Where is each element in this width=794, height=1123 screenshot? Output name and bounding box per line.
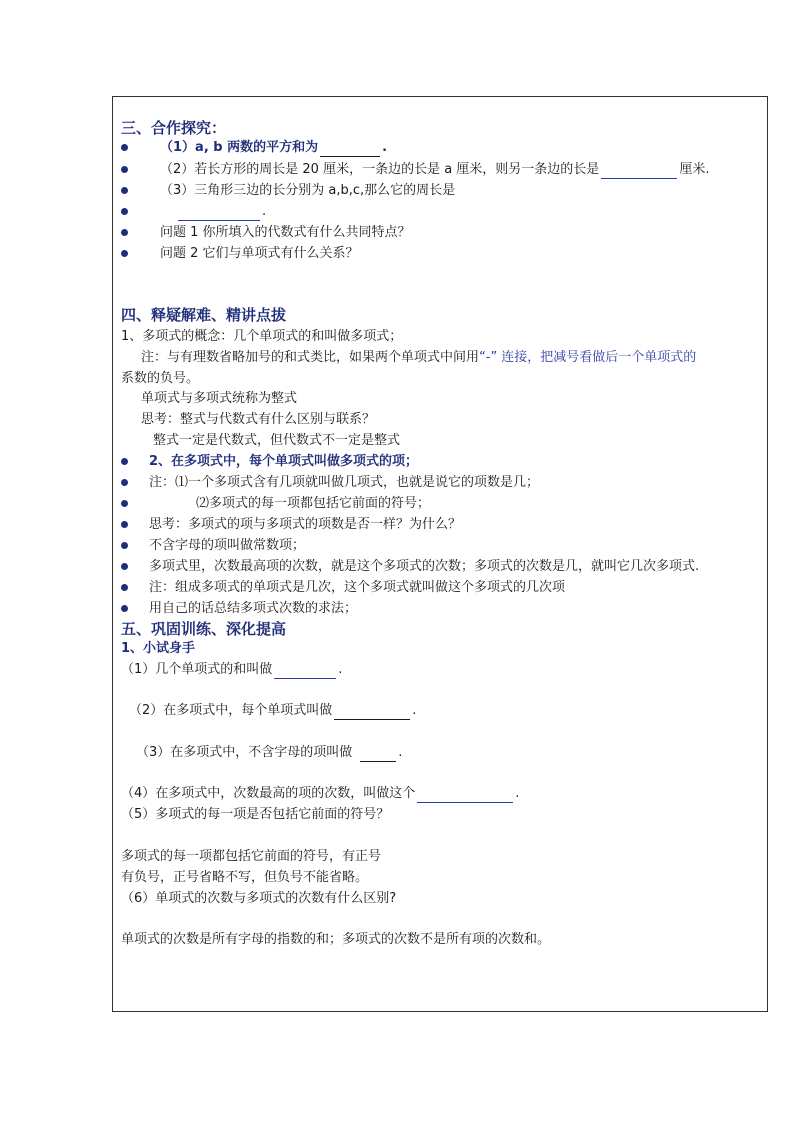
think-question-2: 思考：多项式的项与多项式的项数是否一样？为什么？ (149, 517, 462, 532)
question-2-text: （2）若长方形的周长是 20 厘米，一条边的长是 a 厘米，则另一条边的长是 (160, 162, 600, 177)
question-3: （3）三角形三边的长分别为 a,b,c,那么它的周长是 (160, 183, 456, 198)
problem-1: 问题 1 你所填入的代数式有什么共同特点？ (160, 225, 411, 240)
bullet-icon (121, 458, 128, 465)
exercise-4-end: . (515, 786, 520, 801)
note-text-highlight: “-” 连接，把减号看做后一个单项式的 (479, 350, 697, 365)
section-3-title: 三、合作探究： (121, 119, 227, 137)
note-line (141, 349, 696, 367)
summary-task: 用自己的话总结多项式次数的求法； (149, 601, 358, 616)
think-question-1: 思考：整式与代数式有什么区别与联系？ (141, 412, 376, 427)
question-1-end: . (382, 140, 388, 155)
question-3-end: . (262, 204, 267, 219)
question-1-text: （1）a, b 两数的平方和为 (160, 140, 319, 155)
note-terms-sign: ⑵多项式的每一项都包括它前面的符号； (196, 496, 431, 511)
polynomial-concept: 1、多项式的概念：几个单项式的和叫做多项式； (121, 329, 403, 344)
constant-term-def: 不含字母的项叫做常数项； (149, 538, 306, 553)
think-answer-1: 整式一定是代数式，但代数式不一定是整式 (153, 433, 401, 448)
bullet-icon (121, 144, 128, 151)
exercise-blank-1[interactable] (274, 664, 336, 679)
term-definition: 2、在多项式中，每个单项式叫做多项式的项； (149, 454, 419, 469)
answer-5-line-1: 多项式的每一项都包括它前面的符号，有正号 (121, 849, 382, 864)
exercise-4-text: （4）在多项式中，次数最高的项的次数，叫做这个 (121, 786, 416, 801)
exercise-blank-4[interactable] (417, 788, 513, 803)
note-text: 注：与有理数省略加号的和式类比，如果两个单项式中间用 (141, 350, 480, 365)
exercise-3-end: . (398, 745, 403, 760)
bullet-icon (121, 479, 128, 486)
answer-5-line-2: 有负号，正号省略不写，但负号不能省略。 (121, 870, 369, 885)
exercise-1 (121, 661, 342, 679)
bullet-icon (121, 500, 128, 507)
exercise-2-text: （2）在多项式中，每个单项式叫做 (129, 703, 333, 718)
exercise-6: （6）单项式的次数与多项式的次数有什么区别? (121, 891, 397, 906)
subsection-title: 1、小试身手 (121, 641, 196, 656)
bullet-icon (121, 542, 128, 549)
question-1 (160, 139, 387, 157)
section-5-title: 五、巩固训练、深化提高 (121, 620, 287, 638)
problem-2: 问题 2 它们与单项式有什么关系？ (160, 246, 359, 261)
exercise-1-text: （1）几个单项式的和叫做 (121, 662, 273, 677)
question-3-answer-line (176, 203, 266, 221)
note-terms-count: 注：⑴一个多项式含有几项就叫做几项式，也就是说它的项数是几； (149, 475, 540, 490)
bullet-icon (121, 208, 128, 215)
integral-expression-def: 单项式与多项式统称为整式 (141, 391, 298, 406)
bullet-icon (121, 187, 128, 194)
exercise-5: （5）多项式的每一项是否包括它前面的符号？ (121, 807, 390, 822)
note-degree-term: 注：组成多项式的单项式是几次，这个多项式就叫做这个多项式的几次项 (149, 580, 566, 595)
bullet-icon (121, 584, 128, 591)
question-2 (160, 161, 709, 179)
bullet-icon (121, 229, 128, 236)
exercise-blank-3[interactable] (360, 747, 396, 762)
exercise-4 (121, 785, 519, 803)
exercise-1-end: . (338, 662, 343, 677)
exercise-2-end: . (412, 703, 417, 718)
bullet-icon (121, 563, 128, 570)
bullet-icon (121, 166, 128, 173)
bullet-icon (121, 250, 128, 257)
bullet-icon (121, 521, 128, 528)
exercise-blank-2[interactable] (334, 705, 410, 720)
polynomial-degree-def: 多项式里，次数最高项的次数，就是这个多项式的次数；多项式的次数是几，就叫它几次多项式. (149, 559, 700, 574)
bullet-icon (121, 605, 128, 612)
exercise-2 (129, 702, 416, 720)
note-continued: 系数的负号。 (121, 371, 200, 386)
answer-blank-2[interactable] (601, 164, 677, 179)
answer-blank-1[interactable] (320, 142, 380, 157)
answer-blank-3[interactable] (178, 206, 260, 221)
exercise-3 (136, 744, 402, 762)
exercise-3-text: （3）在多项式中，不含字母的项叫做 (136, 745, 353, 760)
question-2-end: 厘米. (679, 162, 710, 177)
answer-6: 单项式的次数是所有字母的指数的和；多项式的次数不是所有项的次数和。 (121, 932, 551, 947)
section-4-title: 四、释疑解难、精讲点拔 (121, 306, 287, 324)
